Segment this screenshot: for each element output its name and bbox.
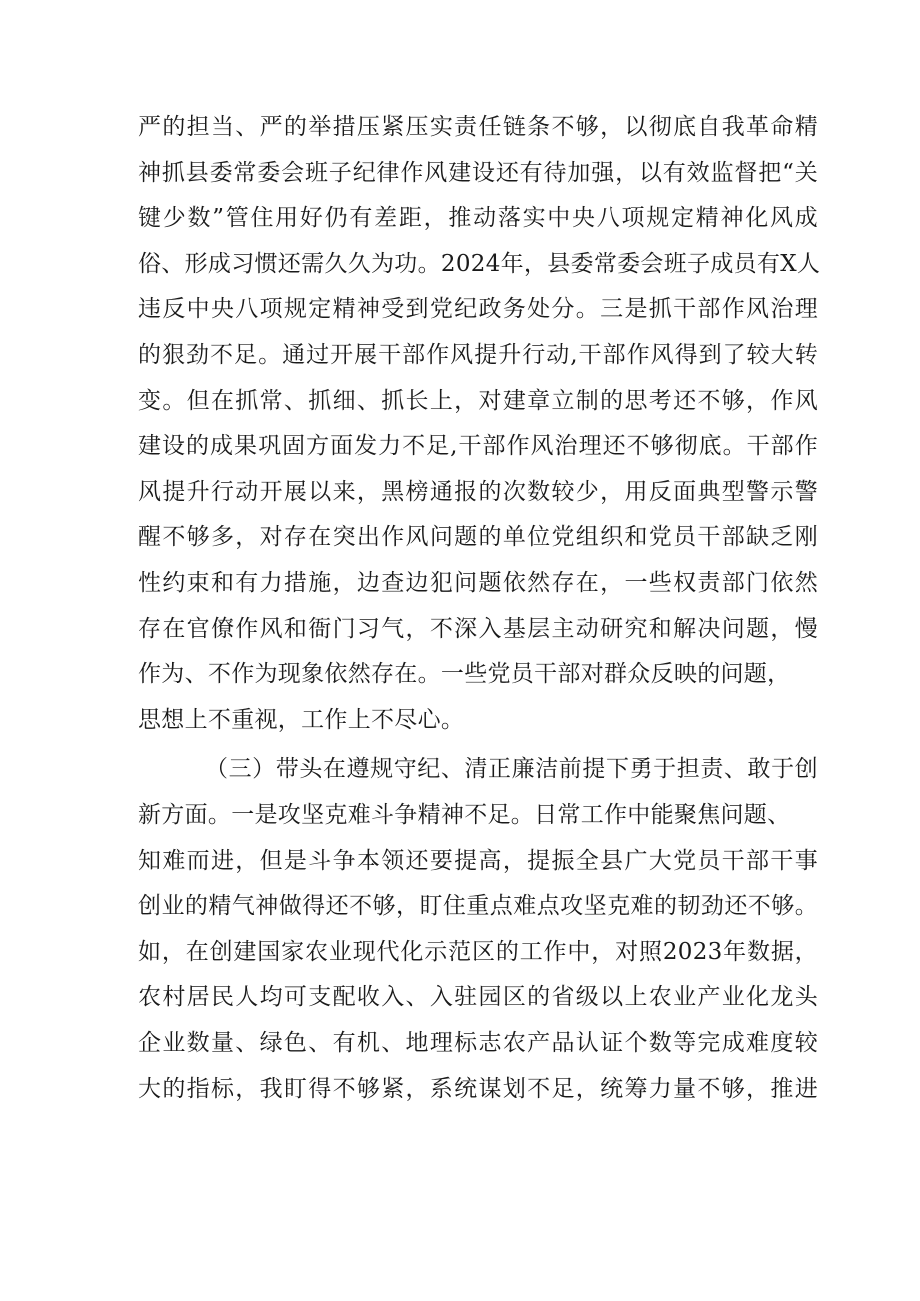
text-line: 大的指标，我盯得不够紧，系统谋划不足，统筹力量不够，推进 bbox=[138, 1076, 818, 1102]
text-line: 醒不够多，对存在突出作风问题的单位党组织和党员干部缺乏刚 bbox=[138, 524, 818, 550]
text-line: 农村居民人均可支配收入、入驻园区的省级以上农业产业化龙头 bbox=[138, 984, 818, 1010]
text-line: 风提升行动开展以来，黑榜通报的次数较少，用反面典型警示警 bbox=[138, 479, 818, 505]
text-line: 作为、不作为现象依然存在。一些党员干部对群众反映的问题， bbox=[138, 661, 791, 687]
text-line: 的狠劲不足。通过开展干部作风提升行动,干部作风得到了较大转 bbox=[138, 342, 818, 368]
text-line: 键少数”管住用好仍有差距，推动落实中央八项规定精神化风成 bbox=[138, 205, 818, 231]
text-line: 违反中央八项规定精神受到党纪政务处分。三是抓干部作风治理 bbox=[138, 296, 818, 322]
text-line: 神抓县委常委会班子纪律作风建设还有待加强，以有效监督把“关 bbox=[138, 160, 818, 186]
text-line: 企业数量、绿色、有机、地理标志农产品认证个数等完成难度较 bbox=[138, 1030, 818, 1056]
text-line: 思想上不重视，工作上不尽心。 bbox=[138, 707, 465, 733]
text-line: 知难而进，但是斗争本领还要提高，提振全县广大党员干部干事 bbox=[138, 848, 818, 874]
text-line: 变。但在抓常、抓细、抓长上，对建章立制的思考还不够，作风 bbox=[138, 388, 818, 414]
text-line: 新方面。一是攻坚克难斗争精神不足。日常工作中能聚焦问题、 bbox=[138, 802, 791, 828]
text-line: （三）带头在遵规守纪、清正廉洁前提下勇于担责、敢于创 bbox=[205, 756, 818, 782]
text-line: 存在官僚作风和衙门习气，不深入基层主动研究和解决问题，慢 bbox=[138, 616, 818, 642]
text-line: 性约束和有力措施，边查边犯问题依然存在，一些权责部门依然 bbox=[138, 570, 818, 596]
text-line: 严的担当、严的举措压紧压实责任链条不够，以彻底自我革命精 bbox=[138, 114, 818, 140]
text-line: 建设的成果巩固方面发力不足,干部作风治理还不够彻底。干部作 bbox=[138, 433, 818, 459]
text-line: 俗、形成习惯还需久久为功。2024年，县委常委会班子成员有X人 bbox=[138, 251, 821, 277]
text-line: 创业的精气神做得还不够，盯住重点难点攻坚克难的韧劲还不够。 bbox=[138, 893, 818, 919]
text-line: 如，在创建国家农业现代化示范区的工作中，对照2023年数据， bbox=[138, 939, 818, 965]
